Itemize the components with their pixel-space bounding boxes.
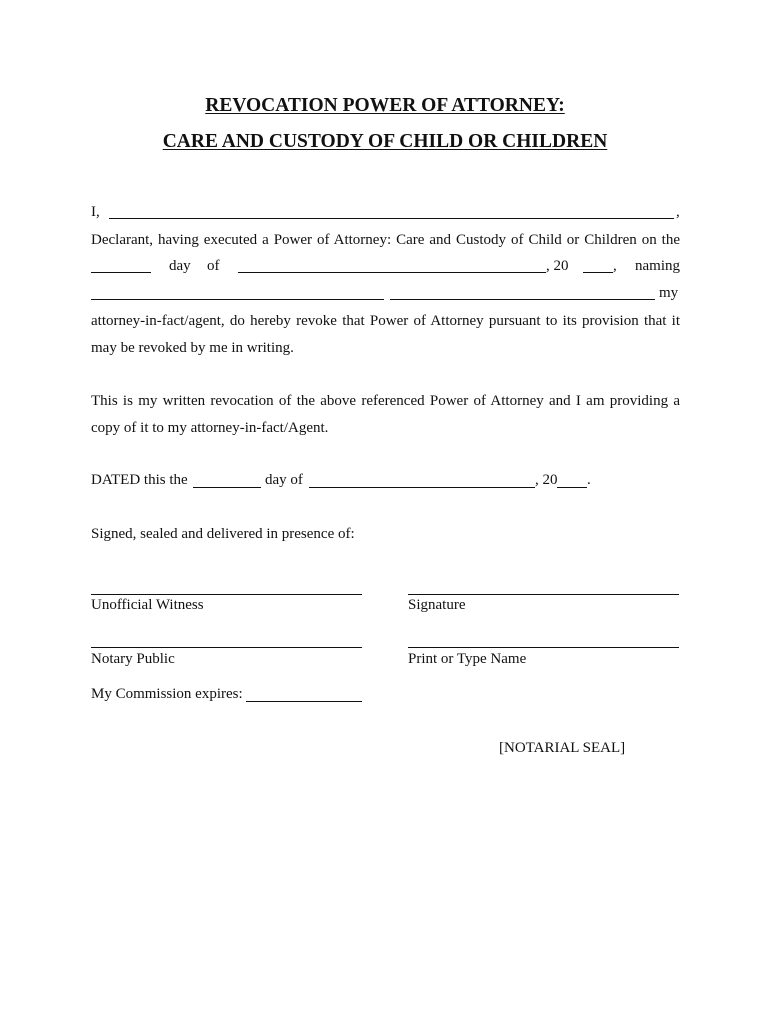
print-name-label: Print or Type Name xyxy=(408,651,527,667)
print-name-line[interactable] xyxy=(408,647,679,648)
witness-signature-line[interactable] xyxy=(91,594,362,595)
execution-month-field[interactable] xyxy=(238,272,546,273)
paragraph-line: This is my written revocation of the above referenced Power of Attorney and I am providing a xyxy=(91,393,680,409)
signature-label: Signature xyxy=(408,597,466,613)
attorney-name-field-2[interactable] xyxy=(390,299,655,300)
document-title: REVOCATION POWER OF ATTORNEY: xyxy=(205,95,565,116)
day-label: day xyxy=(169,258,191,274)
dated-period: . xyxy=(587,472,591,488)
dated-month-field[interactable] xyxy=(309,487,535,488)
naming-label: , naming xyxy=(613,258,680,274)
dated-day-of-label: day of xyxy=(265,472,303,488)
declarant-comma: , xyxy=(676,204,680,220)
notary-label: Notary Public xyxy=(91,651,175,667)
dated-year-prefix: , 20 xyxy=(535,472,558,488)
year-prefix: , 20 xyxy=(546,258,569,274)
paragraph-line: attorney-in-fact/agent, do hereby revoke that Power of Attorney pursuant to its provision that it xyxy=(91,313,680,329)
paragraph-line: may be revoked by me in writing. xyxy=(91,340,294,356)
dated-year-field[interactable] xyxy=(557,487,587,488)
notarial-seal: [NOTARIAL SEAL] xyxy=(499,740,626,756)
commission-expiry-field[interactable] xyxy=(246,701,362,702)
attorney-name-field-1[interactable] xyxy=(91,299,384,300)
declarant-prefix: I, xyxy=(91,204,100,220)
execution-day-field[interactable] xyxy=(91,272,151,273)
execution-year-field[interactable] xyxy=(583,272,613,273)
commission-label: My Commission expires: xyxy=(91,686,243,702)
dated-day-field[interactable] xyxy=(193,487,261,488)
witness-label: Unofficial Witness xyxy=(91,597,204,613)
notary-signature-line[interactable] xyxy=(91,647,362,648)
paragraph-line: copy of it to my attorney-in-fact/Agent. xyxy=(91,420,329,436)
document-subtitle: CARE AND CUSTODY OF CHILD OR CHILDREN xyxy=(162,131,608,152)
signature-line[interactable] xyxy=(408,594,679,595)
dated-label: DATED this the xyxy=(91,472,188,488)
signed-statement: Signed, sealed and delivered in presence of: xyxy=(91,526,355,542)
declarant-name-field[interactable] xyxy=(109,218,674,219)
of-label: of xyxy=(207,258,220,274)
my-label: my xyxy=(659,285,679,301)
paragraph-line: Declarant, having executed a Power of Attorney: Care and Custody of Child or Children on the xyxy=(91,232,680,248)
